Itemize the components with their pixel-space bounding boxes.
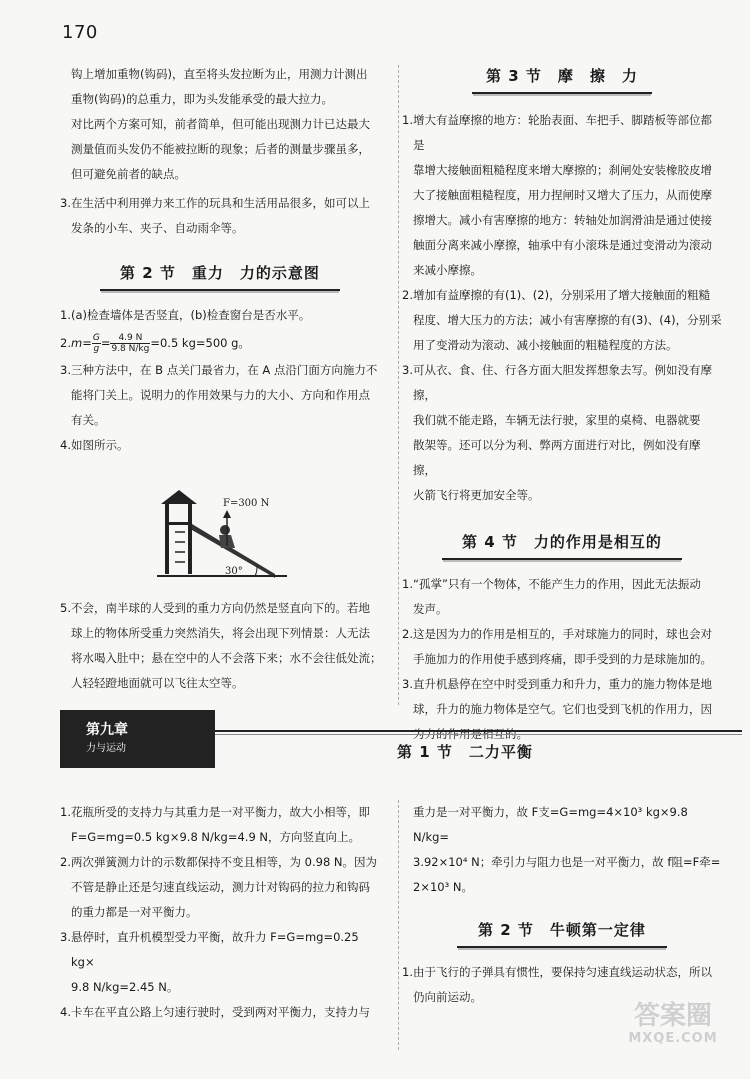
text-line: 3.92×10⁴ N；牵引力与阻力也是一对平衡力，故 f阻=F牵=: [413, 855, 721, 869]
text-line: 擦增大。减小有害摩擦的地方：转轴处加润滑油是通过使接: [413, 213, 712, 227]
text-line: 钩上增加重物(钩码)，直至将头发拉断为止，用测力计测出: [71, 67, 368, 81]
column-divider-lower: [398, 800, 399, 1050]
item-number: 2.: [402, 288, 413, 302]
continued-paragraph: [402, 800, 722, 900]
text-line: 球，升力的施力物体是空气。它们也受到飞机的作用力，因: [413, 702, 712, 716]
item-number: 1.: [402, 965, 413, 979]
item-number: 3.: [402, 677, 413, 691]
watermark-url: MXQE.COM: [628, 1031, 718, 1046]
answer-item: [60, 358, 382, 433]
text-line: 散架等。还可以分为利、弊两方面进行对比，例如没有摩擦，: [413, 438, 701, 477]
text-line: F=G=mg=0.5 kg×9.8 N/kg=4.9 N，方向竖直向上。: [71, 830, 361, 844]
item-number: 4.: [60, 1005, 71, 1019]
text-line: 触面分离来减小摩擦，轴承中有小滚珠是通过变滑动为滚动: [413, 238, 712, 252]
chapter-banner: [60, 710, 215, 768]
answer-item: [60, 925, 382, 1000]
angle-arc: [255, 566, 257, 576]
answer-item: [402, 622, 722, 672]
section-title: 第 1 节 二力平衡: [397, 743, 533, 761]
item-number: 2.: [402, 627, 413, 641]
text-line: 人轻轻蹬地面就可以飞往太空等。: [71, 676, 244, 690]
watermark-logo: [608, 1001, 738, 1061]
text-line: 如图所示。: [71, 438, 129, 452]
item-number: 3.: [60, 196, 71, 210]
text-line: 有关。: [71, 413, 106, 427]
text-line: 三种方法中，在 B 点关门最省力，在 A 点沿门面方向施力不: [71, 363, 378, 377]
text-line: 卡车在平直公路上匀速行驶时，受到两对平衡力，支持力与: [71, 1005, 370, 1019]
text-line: 不管是静止还是匀速直线运动，测力计对钩码的拉力和钩码: [71, 880, 370, 894]
fraction-numerator: G: [92, 333, 100, 343]
text-line: (a)检查墙体是否竖直，(b)检查窗台是否水平。: [71, 308, 311, 322]
text-line: 手施加力的作用使手感到疼痛，即手受到的力是球施加的。: [413, 652, 712, 666]
text-line: 测量值而头发仍不能被拉断的现象；后者的测量步骤虽多，: [71, 142, 370, 156]
fraction-g: [92, 333, 101, 354]
item-number: 1.: [402, 577, 413, 591]
ch9-left-column: [60, 800, 382, 1025]
answer-item: [60, 303, 382, 328]
text-line: 发声。: [413, 602, 448, 616]
item-number: 2.: [60, 336, 71, 350]
angle-label: 30°: [225, 566, 243, 577]
text-line: “孤掌”只有一个物体，不能产生力的作用，因此无法振动: [413, 577, 701, 591]
intro-paragraph: [60, 62, 382, 187]
item-number: 3.: [60, 930, 71, 944]
answer-item: [60, 1000, 382, 1025]
section-title: 第 2 节 重力 力的示意图: [100, 259, 340, 291]
answer-item: [60, 433, 382, 458]
item-number: 4.: [60, 438, 71, 452]
column-divider: [398, 65, 399, 705]
fraction-values: [110, 333, 150, 354]
text-line: 增加有益摩擦的有(1)、(2)，分别采用了增大接触面的粗糙: [413, 288, 711, 302]
child-head: [220, 525, 230, 535]
fraction-denominator: g: [93, 344, 100, 354]
tower-roof: [161, 490, 197, 504]
text-line: 的重力都是一对平衡力。: [71, 905, 198, 919]
left-column: [60, 62, 382, 458]
answer-item: [402, 283, 722, 358]
formula-tail: =0.5 kg=500 g。: [150, 336, 250, 350]
text-line: 程度、增大压力的方法；减小有害摩擦的有(3)、(4)，分别采: [413, 313, 722, 327]
slide-force-figure: [155, 488, 295, 588]
item-number: 3.: [60, 363, 71, 377]
answer-item: [402, 672, 722, 747]
force-arrowhead: [223, 510, 231, 518]
chapter-title: 第九章: [86, 722, 128, 738]
text-line: 9.8 N/kg=2.45 N。: [71, 980, 179, 994]
text-line: 我们就不能走路，车辆无法行驶，家里的桌椅、电器就要: [413, 413, 701, 427]
item-number: 1.: [60, 308, 71, 322]
text-line: 悬停时，直升机模型受力平衡，故升力 F=G=mg=0.25 kg×: [71, 930, 359, 969]
text-line: 火箭飞行将更加安全等。: [413, 488, 540, 502]
left-column-q5: [60, 596, 382, 696]
ch9-right-column: [402, 800, 722, 1010]
text-line: 不会，南半球的人受到的重力方向仍然是竖直向下的。若地: [71, 601, 370, 615]
text-line: 能将门关上。说明力的作用效果与力的大小、方向和作用点: [71, 388, 370, 402]
section-title: 第 4 节 力的作用是相互的: [442, 528, 682, 560]
text-line: 球上的物体所受重力突然消失，将会出现下列情景：人无法: [71, 626, 370, 640]
section-title: 第 2 节 牛顿第一定律: [457, 916, 667, 948]
text-line: 重力是一对平衡力，故 F支=G=mg=4×10³ kg×9.8 N/kg=: [413, 805, 688, 844]
text-line: 两次弹簧测力计的示数都保持不变且相等，为 0.98 N。因为: [71, 855, 378, 869]
answer-item: [60, 328, 382, 358]
fraction-denominator: 9.8 N/kg: [111, 344, 150, 354]
item-number: 1.: [402, 113, 413, 127]
item-number: 3.: [402, 363, 413, 377]
text-line: 重物(钩码)的总重力，即为头发能承受的最大拉力。: [71, 92, 333, 106]
text-line: 将水喝入肚中；悬在空中的人不会落下来；水不会往低处流；: [71, 651, 382, 665]
text-line: 为力的作用是相互的。: [413, 727, 528, 741]
text-line: 花瓶所受的支持力与其重力是一对平衡力，故大小相等，即: [71, 805, 370, 819]
answer-item: [60, 800, 382, 850]
item-number: 1.: [60, 805, 71, 819]
answer-item: [60, 596, 382, 696]
answer-item: [60, 850, 382, 925]
text-line: 用了变滑动为滚动、减小接触面的粗糙程度的方法。: [413, 338, 678, 352]
fraction-numerator: 4.9 N: [110, 333, 150, 344]
text-line: 靠增大接触面粗糙程度来增大摩擦的；刹闸处安装橡胶皮增: [413, 163, 712, 177]
equals-sign: =: [100, 336, 111, 350]
text-line: 对比两个方案可知，前者简单，但可能出现测力计已达最大: [71, 117, 370, 131]
answer-item: [402, 572, 722, 622]
text-line: 直升机悬停在空中时受到重力和升力，重力的施力物体是地: [413, 677, 712, 691]
watermark-main: 答案圈: [633, 1001, 712, 1031]
answer-item: [402, 358, 722, 508]
text-line: 仍向前运动。: [413, 990, 482, 1004]
chapter-rule-thin: [215, 734, 742, 735]
formula-lead: m=: [71, 336, 92, 350]
page-number: 170: [62, 22, 98, 43]
text-line: 由于飞行的子弹具有惯性，要保持匀速直线运动状态，所以: [413, 965, 712, 979]
text-line: 发条的小车、夹子、自动雨伞等。: [71, 221, 244, 235]
section-title: 第 3 节 摩 擦 力: [472, 62, 652, 94]
text-line: 增大有益摩擦的地方：轮胎表面、车把手、脚踏板等部位都是: [413, 113, 712, 152]
text-line: 在生活中利用弹力来工作的玩具和生活用品很多，如可以上: [71, 196, 370, 210]
tower-post-right: [188, 504, 192, 574]
tower-post-left: [165, 504, 169, 574]
item-number: 2.: [60, 855, 71, 869]
text-line: 大了接触面粗糙程度，用力捏闸时又增大了压力，从而使摩: [413, 188, 712, 202]
chapter-subtitle: 力与运动: [86, 743, 126, 754]
right-column: [402, 62, 722, 747]
force-label: F=300 N: [223, 498, 270, 509]
answer-item: [60, 191, 382, 241]
tower-platform: [165, 522, 192, 525]
item-number: 5.: [60, 601, 71, 615]
text-line: 但可避免前者的缺点。: [71, 167, 186, 181]
text-line: 这是因为力的作用是相互的，手对球施力的同时，球也会对: [413, 627, 712, 641]
answer-item: [402, 108, 722, 283]
text-line: 可从衣、食、住、行各方面大胆发挥想象去写。例如没有摩擦，: [413, 363, 712, 402]
text-line: 2×10³ N。: [413, 880, 473, 894]
text-line: 来减小摩擦。: [413, 263, 482, 277]
chapter-rule: [215, 730, 742, 732]
